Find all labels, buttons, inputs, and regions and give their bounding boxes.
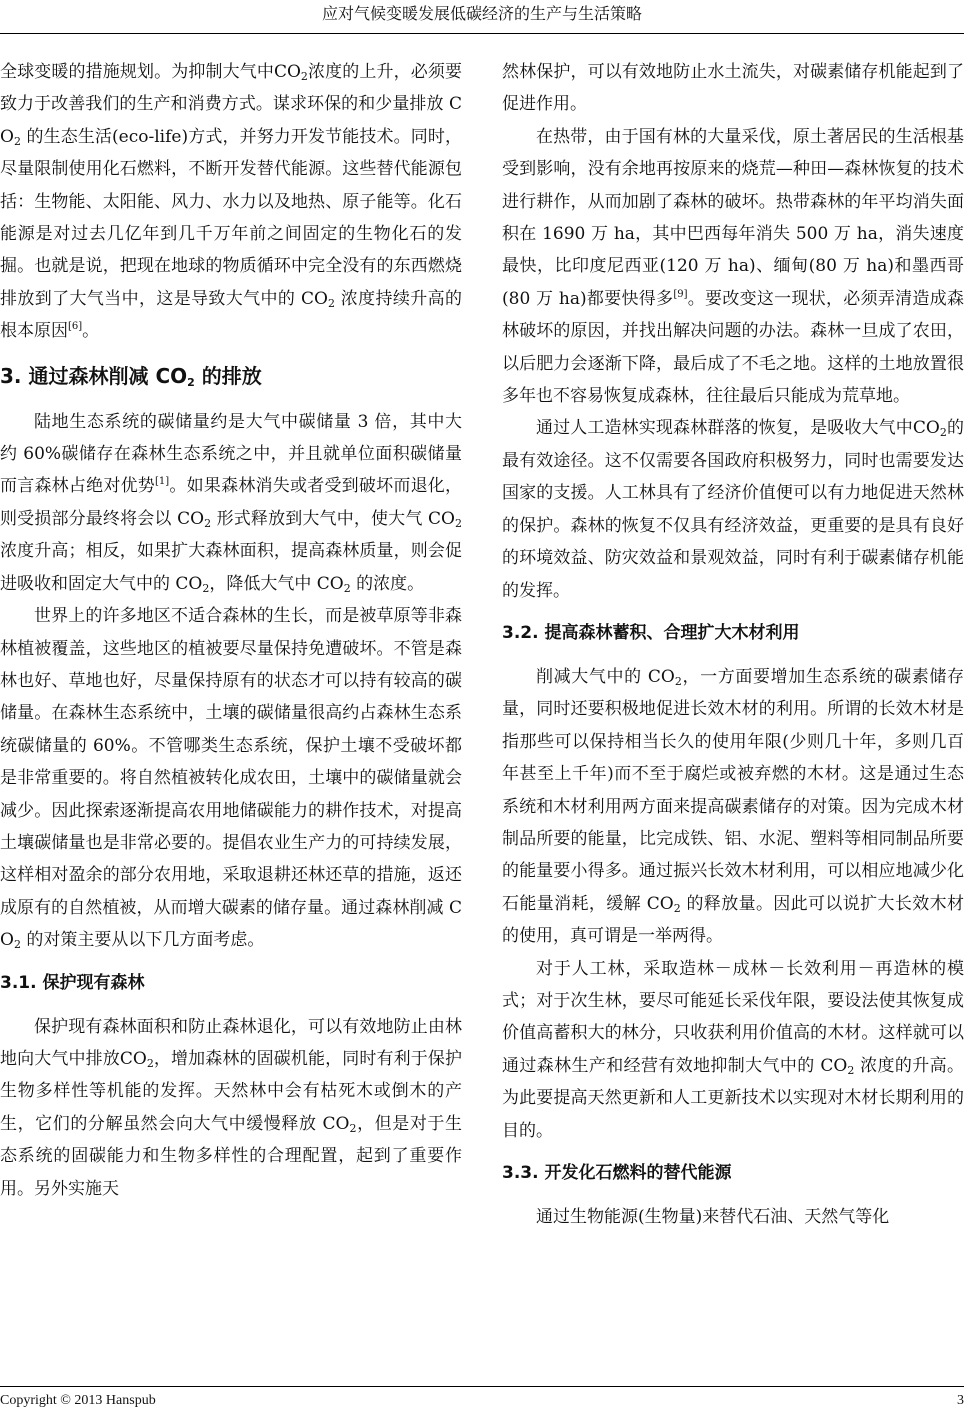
text-run: 浓度的升高。为此要提高天然更新和人工更新技术以实现对木材长期利用的目的。 <box>502 1055 964 1141</box>
left-column <box>0 56 462 1205</box>
text-run: 。 <box>82 321 100 342</box>
subscript: 2 <box>673 901 681 915</box>
text-run: 世界上的许多地区不适合森林的生长，而是被草原等非森林植被覆盖，这些地区的植被要尽量保持免遭破坏。不管是森林也好、草地也好，尽量保持原有的状态才可以持有较高的碳储量。在森林生态系统中，土壤的碳储量很高约占森林生态系统碳储量的 60%。不管哪类生态系统，保护土壤不受破坏都是非常重要的。将自然植被转化成农田，土壤中的碳储量就会减少。因此探索逐渐提高农用地储碳能力的耕作技术，对提高土壤碳储量也是非常必要的。提倡农业生产力的可持续发展，这样相对盈余的部分农用地，采取退耕还林还草的措施，返还成原有的自然植被，从而增大碳素的储存量。通过森林削减 CO <box>0 606 462 951</box>
citation-ref: [9] <box>673 288 688 300</box>
text-run: 保护现有森林面积和防止森林退化，可以有效地防止由林地向大气中排放CO <box>0 1016 462 1069</box>
text-run: 浓度的上升，必须要致力于改善我们的生产和消费方式。谋求环保的和少量排放 CO <box>0 62 463 147</box>
text-run: 通过人工造林实现森林群落的恢复，是吸收大气中CO <box>536 418 940 439</box>
paragraph <box>0 600 462 956</box>
text-run: 3.2. 提高森林蓄积、合理扩大木材利用 <box>502 622 800 643</box>
text-run: 。要改变这一现状，必须弄清造成森林破坏的原因，并找出解决问题的办法。森林一旦成了农田，以后肥力会逐渐下降，最后成了不毛之地。这样的土地放置很多年也不容易恢复成森林，往往最后只能成为荒草地。 <box>502 288 964 407</box>
paragraph <box>502 953 964 1147</box>
right-column <box>502 56 964 1233</box>
subscript: 2 <box>454 516 462 530</box>
text-run: 的对策主要从以下几方面考虑。 <box>20 930 265 951</box>
text-run: 对于人工林，采取造林－成林－长效利用－再造林的模式；对于次生林，要尽可能延长采伐年限，要设法使其恢复成价值高蓄积大的林分，只收获利用价值高的木材。这样就可以通过森林生产和经营有效地抑制大气中的 CO <box>502 958 964 1076</box>
paragraph <box>0 56 462 348</box>
text-run: 的最有效途径。这不仅需要各国政府积极努力，同时也需要发达国家的支援。人工林具有了经济价值便可以有力地促进天然林的保护。森林的恢复不仅具有经济效益，更重要的是具有良好的环境效益、防灾效益和景观效益，同时有利于碳素储存机能的发挥。 <box>502 418 964 601</box>
paragraph <box>0 406 462 600</box>
subsection-heading <box>502 621 964 645</box>
subsection-heading <box>0 971 462 995</box>
paragraph <box>502 121 964 413</box>
running-header: 应对气候变暖发展低碳经济的生产与生活策略 <box>321 4 642 23</box>
text-run: 的释放量。因此可以说扩大长效木材的使用，真可谓是一举两得。 <box>502 893 964 947</box>
page-number: 3 <box>957 1393 964 1408</box>
text-run: 通过生物能源(生物量)来替代石油、天然气等化 <box>536 1207 890 1227</box>
citation-ref: [6] <box>68 321 83 333</box>
text-run: 。如果森林消失或者受到破坏而退化，则受损部分最终将会以 CO <box>0 476 463 529</box>
text-run: 的生态生活(eco-life)方式，并努力开发节能技术。同时，尽量限制使用化石燃料，不断开发替代能源。这些替代能源包括：生物能、太阳能、风力、水力以及地热、原子能等。化石能源是对过去几亿年到几千万年前之间固定的生物化石的发掘。也就是说，把现在地球的物质循环中完全没有的东西燃烧排放到了大气当中，这是导致大气中的 CO <box>0 126 462 309</box>
text-run: 陆地生态系统的碳储量约是大气中碳储量 3 倍，其中大约 60%碳储存在森林生态系统之中，并且就单位面积碳储量而言森林占绝对优势 <box>0 411 462 497</box>
subscript: 2 <box>202 581 210 595</box>
text-run: 的浓度。 <box>350 573 425 594</box>
text-run: 在热带，由于国有林的大量采伐，原土著居民的生活根基受到影响，没有余地再按原来的烧荒—种田—森林恢复的技术进行耕作，从而加剧了森林的破坏。热带森林的年平均消失面积在 1690 万 ha，其中巴西每年消失 500 万 ha，消失速度最快，比印度尼西亚(120 万 ha)、缅甸(80 万 ha)和墨西哥(80 万 ha)都要快得多 <box>502 126 964 309</box>
section-heading <box>0 360 462 392</box>
text-run: 形式释放到大气中，使大气 CO <box>211 508 455 529</box>
paragraph <box>502 412 964 606</box>
subscript: 2 <box>300 70 308 83</box>
text-run: 削减大气中的 CO <box>536 666 675 687</box>
paragraph <box>0 1011 462 1205</box>
text-run: 然林保护，可以有效地防止水土流失，对碳素储存机能起到了促进作用。 <box>502 62 964 115</box>
text-run: 3. 通过森林削减 CO <box>0 363 188 388</box>
text-run: ，降低大气中 CO <box>209 573 344 594</box>
subsection-heading <box>502 1161 964 1185</box>
footer-copyright: Copyright © 2013 Hanspub <box>0 1393 156 1408</box>
subscript: 2 <box>204 516 212 530</box>
subscript: 2 <box>674 674 682 688</box>
citation-ref: [1] <box>155 476 170 488</box>
text-run: 3.1. 保护现有森林 <box>0 972 145 993</box>
text-run: ，一方面要增加生态系统的碳素储存量，同时还要积极地促进长效木材的利用。所谓的长效木材是指那些可以保持相当长久的使用年限(少则几十年，多则几百年甚至上千年)而不至于腐烂或被弃燃的木材。这是通过生态系统和木材利用两方面来提高碳素储存的对策。因为完成木材制品所要的能量，比完成铁、铝、水泥、塑料等相同制品所要的能量要小得多。通过振兴长效木材利用，可以相应地减少化石能量消耗，缓解 CO <box>502 666 964 914</box>
subscript: 2 <box>13 134 21 148</box>
text-run: 浓度持续升高的根本原因 <box>0 288 462 342</box>
text-run: 的排放 <box>194 363 262 388</box>
subscript: 2 <box>146 1056 154 1070</box>
text-run: 全球变暖的措施规划。为抑制大气中CO <box>0 62 301 82</box>
subscript: 2 <box>343 581 351 595</box>
subscript: 2 <box>349 1121 357 1135</box>
subscript: 2 <box>13 938 21 952</box>
paragraph <box>502 1201 964 1233</box>
subscript: 2 <box>328 296 335 310</box>
text-run: ，但是对于生态系统的固碳能力和生物多样性的合理配置，起到了重要作用。另外实施天 <box>0 1113 462 1199</box>
subscript: 2 <box>939 426 947 440</box>
text-run: ，增加森林的固碳机能，同时有利于保护生物多样性等机能的发挥。天然林中会有枯死木或倒木的产生，它们的分解虽然会向大气中缓慢释放 CO <box>0 1048 463 1134</box>
text-run: 3.3. 开发化石燃料的替代能源 <box>502 1163 732 1183</box>
footer-rule <box>0 1386 964 1387</box>
paragraph <box>502 56 964 121</box>
header-rule <box>0 33 964 34</box>
subscript: 2 <box>847 1063 855 1077</box>
text-run: 浓度升高；相反，如果扩大森林面积，提高森林质量，则会促进吸收和固定大气中的 CO <box>0 541 462 594</box>
paragraph <box>502 661 964 953</box>
subscript: 2 <box>187 375 195 389</box>
